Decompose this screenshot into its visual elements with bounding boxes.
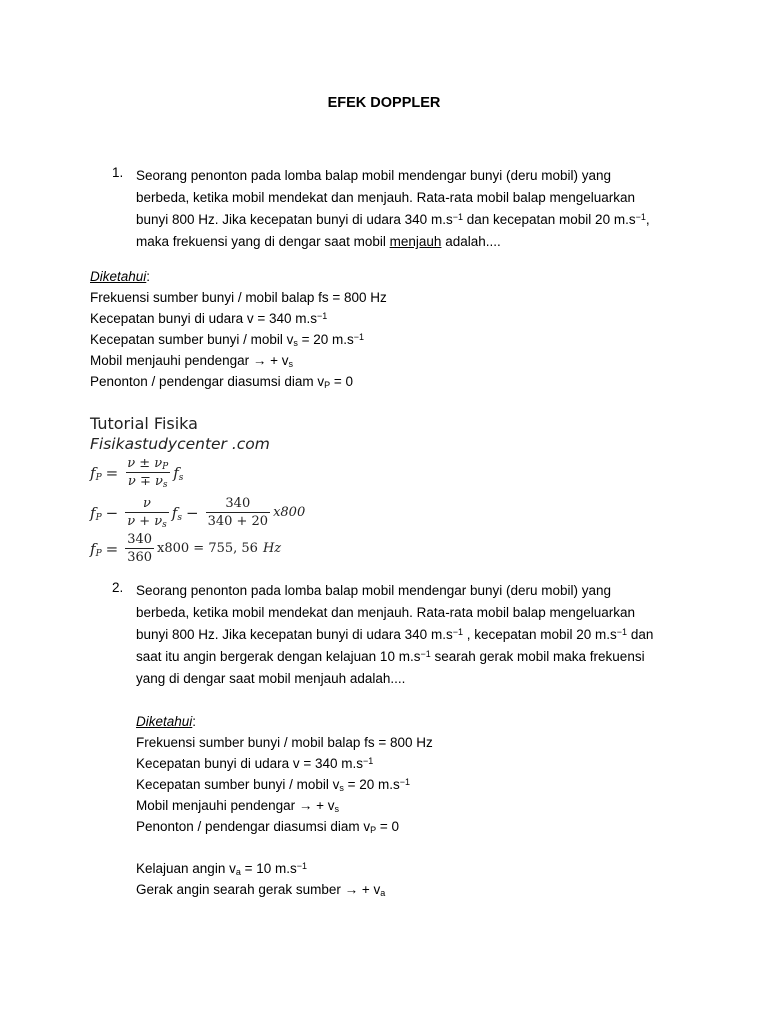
question-line: Seorang penonton pada lomba balap mobil mendengar bunyi (deru mobil) yang xyxy=(136,583,612,598)
given-section-2 xyxy=(136,711,433,900)
equation-3: $f_P$ = $\frac{340}{360}$ x800 = 755, 56 Hz xyxy=(90,532,282,565)
question-line: bunyi 800 Hz. Jika kecepatan bunyi di udara 340 $m.s^{-1}$ , kecepatan mobil 20 $m.s^{-1}$ dan xyxy=(136,627,654,642)
given-line: Penonton / pendengar diasumsi diam $v_P = 0$ xyxy=(90,374,354,390)
given-line: Frekuensi sumber bunyi / mobil balap fs = 800 Hz xyxy=(136,735,433,750)
underlined-word: menjauh xyxy=(389,234,442,249)
given-line: Kelajuan angin $v_a = 10$ $m.s^{-1}$ xyxy=(136,861,308,877)
given-line: Frekuensi sumber bunyi / mobil balap fs = 800 Hz xyxy=(90,290,387,305)
formula-heading: Tutorial Fisika xyxy=(90,414,198,433)
given-line: Penonton / pendengar diasumsi diam $v_P = 0$ xyxy=(136,819,400,835)
question-1 xyxy=(112,165,672,253)
equation-2: $f_P$ − $\frac{\nu}{\nu + \nu_s}$ $f_s$ − $\frac{340}{340 + 20}$ x800 xyxy=(90,496,306,530)
question-line: bunyi 800 Hz. Jika kecepatan bunyi di udara 340 $m.s^{-1}$ dan kecepatan mobil 20 $m.s^{-1}$, xyxy=(136,212,650,227)
given-line: Kecepatan bunyi di udara v = 340 $m.s^{-1}$ xyxy=(136,756,374,771)
given-line: Kecepatan sumber bunyi / mobil $v_s = 20$ $m.s^{-1}$ xyxy=(90,332,365,348)
question-2 xyxy=(112,580,672,690)
formula-image xyxy=(90,414,310,574)
question-line: berbeda, ketika mobil mendekat dan menjauh. Rata-rata mobil balap mengeluarkan xyxy=(136,605,636,620)
page-title: EFEK DOPPLER xyxy=(327,95,441,111)
question-line: berbeda, ketika mobil mendekat dan menjauh. Rata-rata mobil balap mengeluarkan xyxy=(136,190,636,205)
formula-subheading: Fisikastudycenter .com xyxy=(90,435,270,453)
question-number: 1. xyxy=(112,165,124,180)
question-line: maka frekuensi yang di dengar saat mobil menjauh adalah.... xyxy=(136,234,501,249)
question-line: Seorang penonton pada lomba balap mobil mendengar bunyi (deru mobil) yang xyxy=(136,168,612,183)
given-line: Gerak angin searah gerak sumber → + $v_a$ xyxy=(136,882,386,898)
question-number: 2. xyxy=(112,580,124,595)
given-line: Kecepatan sumber bunyi / mobil $v_s = 20$ $m.s^{-1}$ xyxy=(136,777,411,793)
given-line: Mobil menjauhi pendengar → + $v_s$ xyxy=(90,353,293,369)
given-label: Diketahui: xyxy=(90,269,151,284)
equation-1: $f_P$ = $\frac{\nu \pm \nu_P}{\nu \mp \nu_s}$ $f_s$ xyxy=(90,456,184,490)
given-line: Mobil menjauhi pendengar → + $v_s$ xyxy=(136,798,339,814)
given-section-1 xyxy=(90,266,387,392)
given-label: Diketahui: xyxy=(136,714,197,729)
question-line: saat itu angin bergerak dengan kelajuan 10 $m.s^{-1}$ searah gerak mobil maka frekuensi xyxy=(136,649,645,664)
question-line: yang di dengar saat mobil menjauh adalah.... xyxy=(136,671,406,686)
given-line: Kecepatan bunyi di udara v = 340 $m.s^{-1}$ xyxy=(90,311,328,326)
